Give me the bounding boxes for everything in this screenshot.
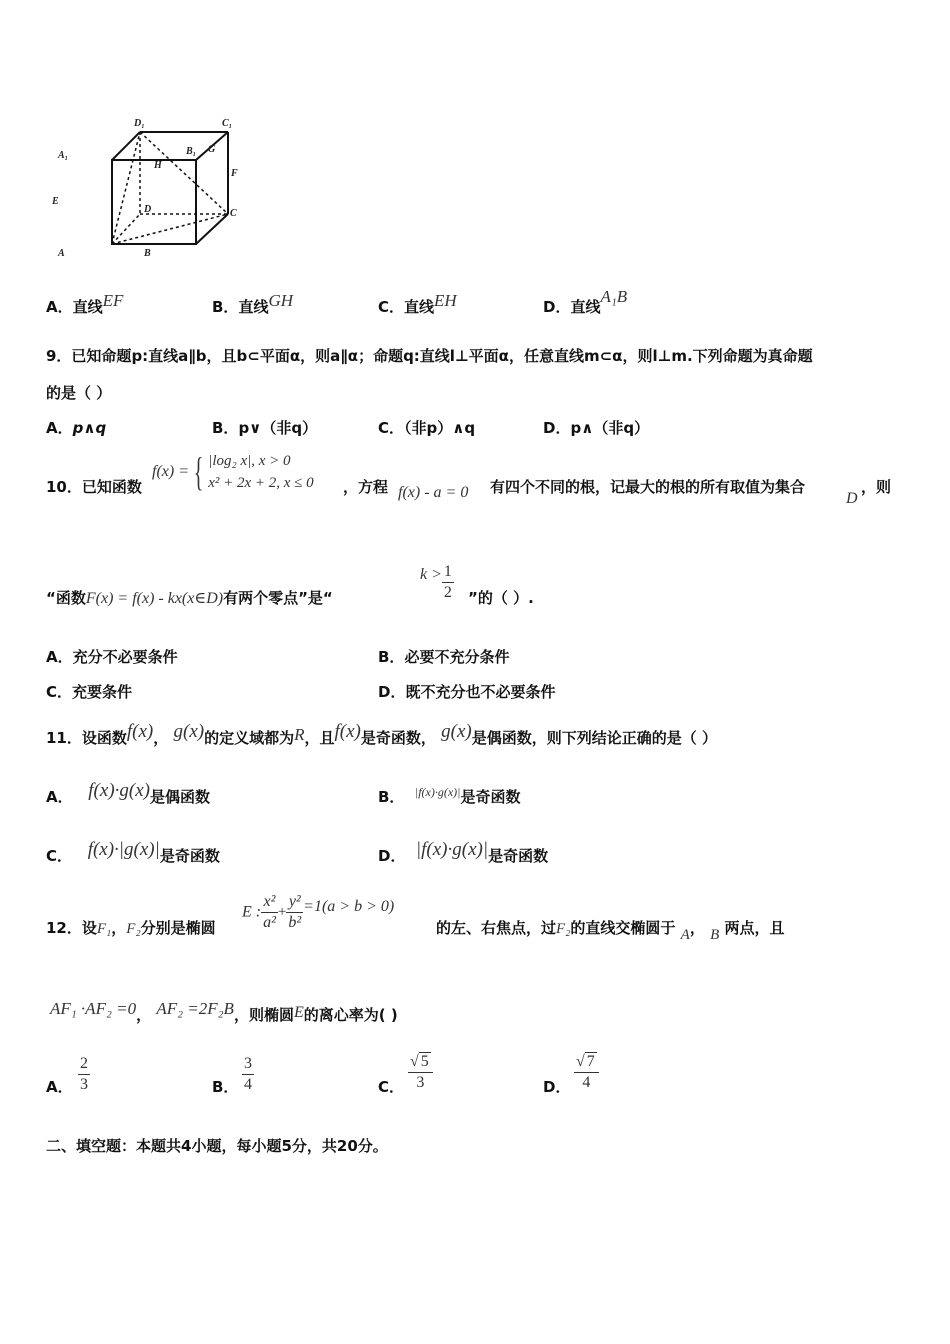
q11-option-c[interactable]: C． f(x)·|g(x)|是奇函数 (46, 839, 220, 865)
q12-option-a-value[interactable]: $\frac{2}{3}$ (80, 1055, 88, 1093)
q12-option-d-value[interactable]: $\frac{√ 7}{4}$ (574, 1052, 599, 1093)
q10-text3: ，则 (861, 478, 892, 496)
q10-option-d[interactable]: D．既不充分也不必要条件 (378, 683, 556, 701)
q12-option-b-value[interactable]: $\frac{3}{4}$ (244, 1055, 252, 1093)
q12-option-c-key[interactable]: C． (378, 1078, 405, 1096)
q12-option-d-key[interactable]: D． (543, 1078, 571, 1096)
q9-stem-line1: 9．已知命题p:直线a∥b，且b⊂平面α，则a∥α；命题q:直线l⊥平面α，任意直线m⊂α，则l⊥m.下列命题为真命题 (46, 347, 813, 365)
q8-option-d[interactable]: D．直线A₁B (543, 287, 628, 316)
label-C1: C₁ (222, 118, 233, 129)
label-C: C (230, 208, 237, 219)
q12-condition-line: AF₁ ·AF₂ =0， AF₂ =2F₂B，则椭圆E的离心率为( ) (50, 999, 398, 1024)
q12-option-b-key[interactable]: B． (212, 1078, 239, 1096)
q11-option-d[interactable]: D． |f(x)·g(x)|是奇函数 (378, 839, 549, 865)
q11-stem: 11．设函数f(x)， g(x)的定义域都为R，且f(x)是奇函数， g(x)是偶函数，则下列结论正确的是（ ） (46, 721, 717, 747)
label-B: B (144, 248, 151, 259)
q12-ellipse-equation: E : $\frac{\text{x²}}{\text{a²}}$ + $\frac{\text{y²}}{\text{b²}}$ =1(a > b > 0) (242, 893, 395, 931)
q11-option-a[interactable]: A． f(x)·g(x)是偶函数 (46, 780, 211, 806)
cube-front-face (112, 160, 196, 244)
q8-option-c[interactable]: C．直线EH (378, 291, 457, 316)
q12-stem-start: 12．设F₁，F₂分别是椭圆 (46, 919, 216, 937)
q9-stem-line2: 的是（ ） (46, 384, 112, 402)
q10-set-d: D (846, 490, 858, 507)
label-E: E (52, 196, 59, 207)
q10-k-condition: k > $\frac{1}{2}$ (420, 563, 452, 601)
label-G: G (208, 144, 216, 155)
q9-option-a[interactable]: A．p∧q (46, 419, 107, 437)
q9-option-b[interactable]: B．p∨（非q） (212, 419, 318, 437)
label-H: H (154, 160, 162, 171)
label-B1: B₁ (186, 146, 197, 157)
q8-option-b[interactable]: B．直线GH (212, 291, 294, 316)
q10-equation: f(x) - a = 0 (398, 484, 469, 501)
label-A1: A₁ (58, 150, 69, 161)
cube-figure (48, 112, 238, 262)
label-A: A (58, 248, 65, 259)
q10-line2: “函数F(x) = f(x) - kx(x∈D)有两个零点”是“ (46, 589, 333, 607)
q9-option-d[interactable]: D．p∧（非q） (543, 419, 650, 437)
label-D: D (144, 204, 152, 215)
q10-mid: ，方程 (343, 478, 389, 496)
q10-option-a[interactable]: A．充分不必要条件 (46, 648, 178, 666)
q12-option-a-key[interactable]: A． (46, 1078, 73, 1096)
q8-option-a[interactable]: A．直线EF (46, 291, 124, 316)
q11-option-b[interactable]: B． $^{|f(x)\cdot g(x)|}$是奇函数 (378, 785, 521, 806)
q12-option-c-value[interactable]: $\frac{√ 5}{3}$ (408, 1052, 433, 1093)
q10-option-c[interactable]: C．充要条件 (46, 683, 133, 701)
q10-prefix: 10．已知函数 (46, 478, 142, 496)
q10-option-b[interactable]: B．必要不充分条件 (378, 648, 510, 666)
q9-option-c[interactable]: C．（非p）∧q (378, 419, 476, 437)
q12-stem-mid: 的左、右焦点，过F₂的直线交椭圆于 A， B 两点，且 (436, 919, 785, 943)
q10-line2-end: ”的（ ）. (468, 589, 534, 607)
section-heading: 二、填空题：本题共4小题，每小题5分，共20分。 (46, 1137, 388, 1155)
q10-piecewise: f(x) = { |log₂ x|, x > 0 x² + 2x + 2, x ≤ 0 (152, 449, 314, 494)
label-D1: D₁ (134, 118, 145, 129)
label-F: F (231, 168, 238, 179)
q10-text2: 有四个不同的根，记最大的根的所有取值为集合 (490, 478, 806, 496)
